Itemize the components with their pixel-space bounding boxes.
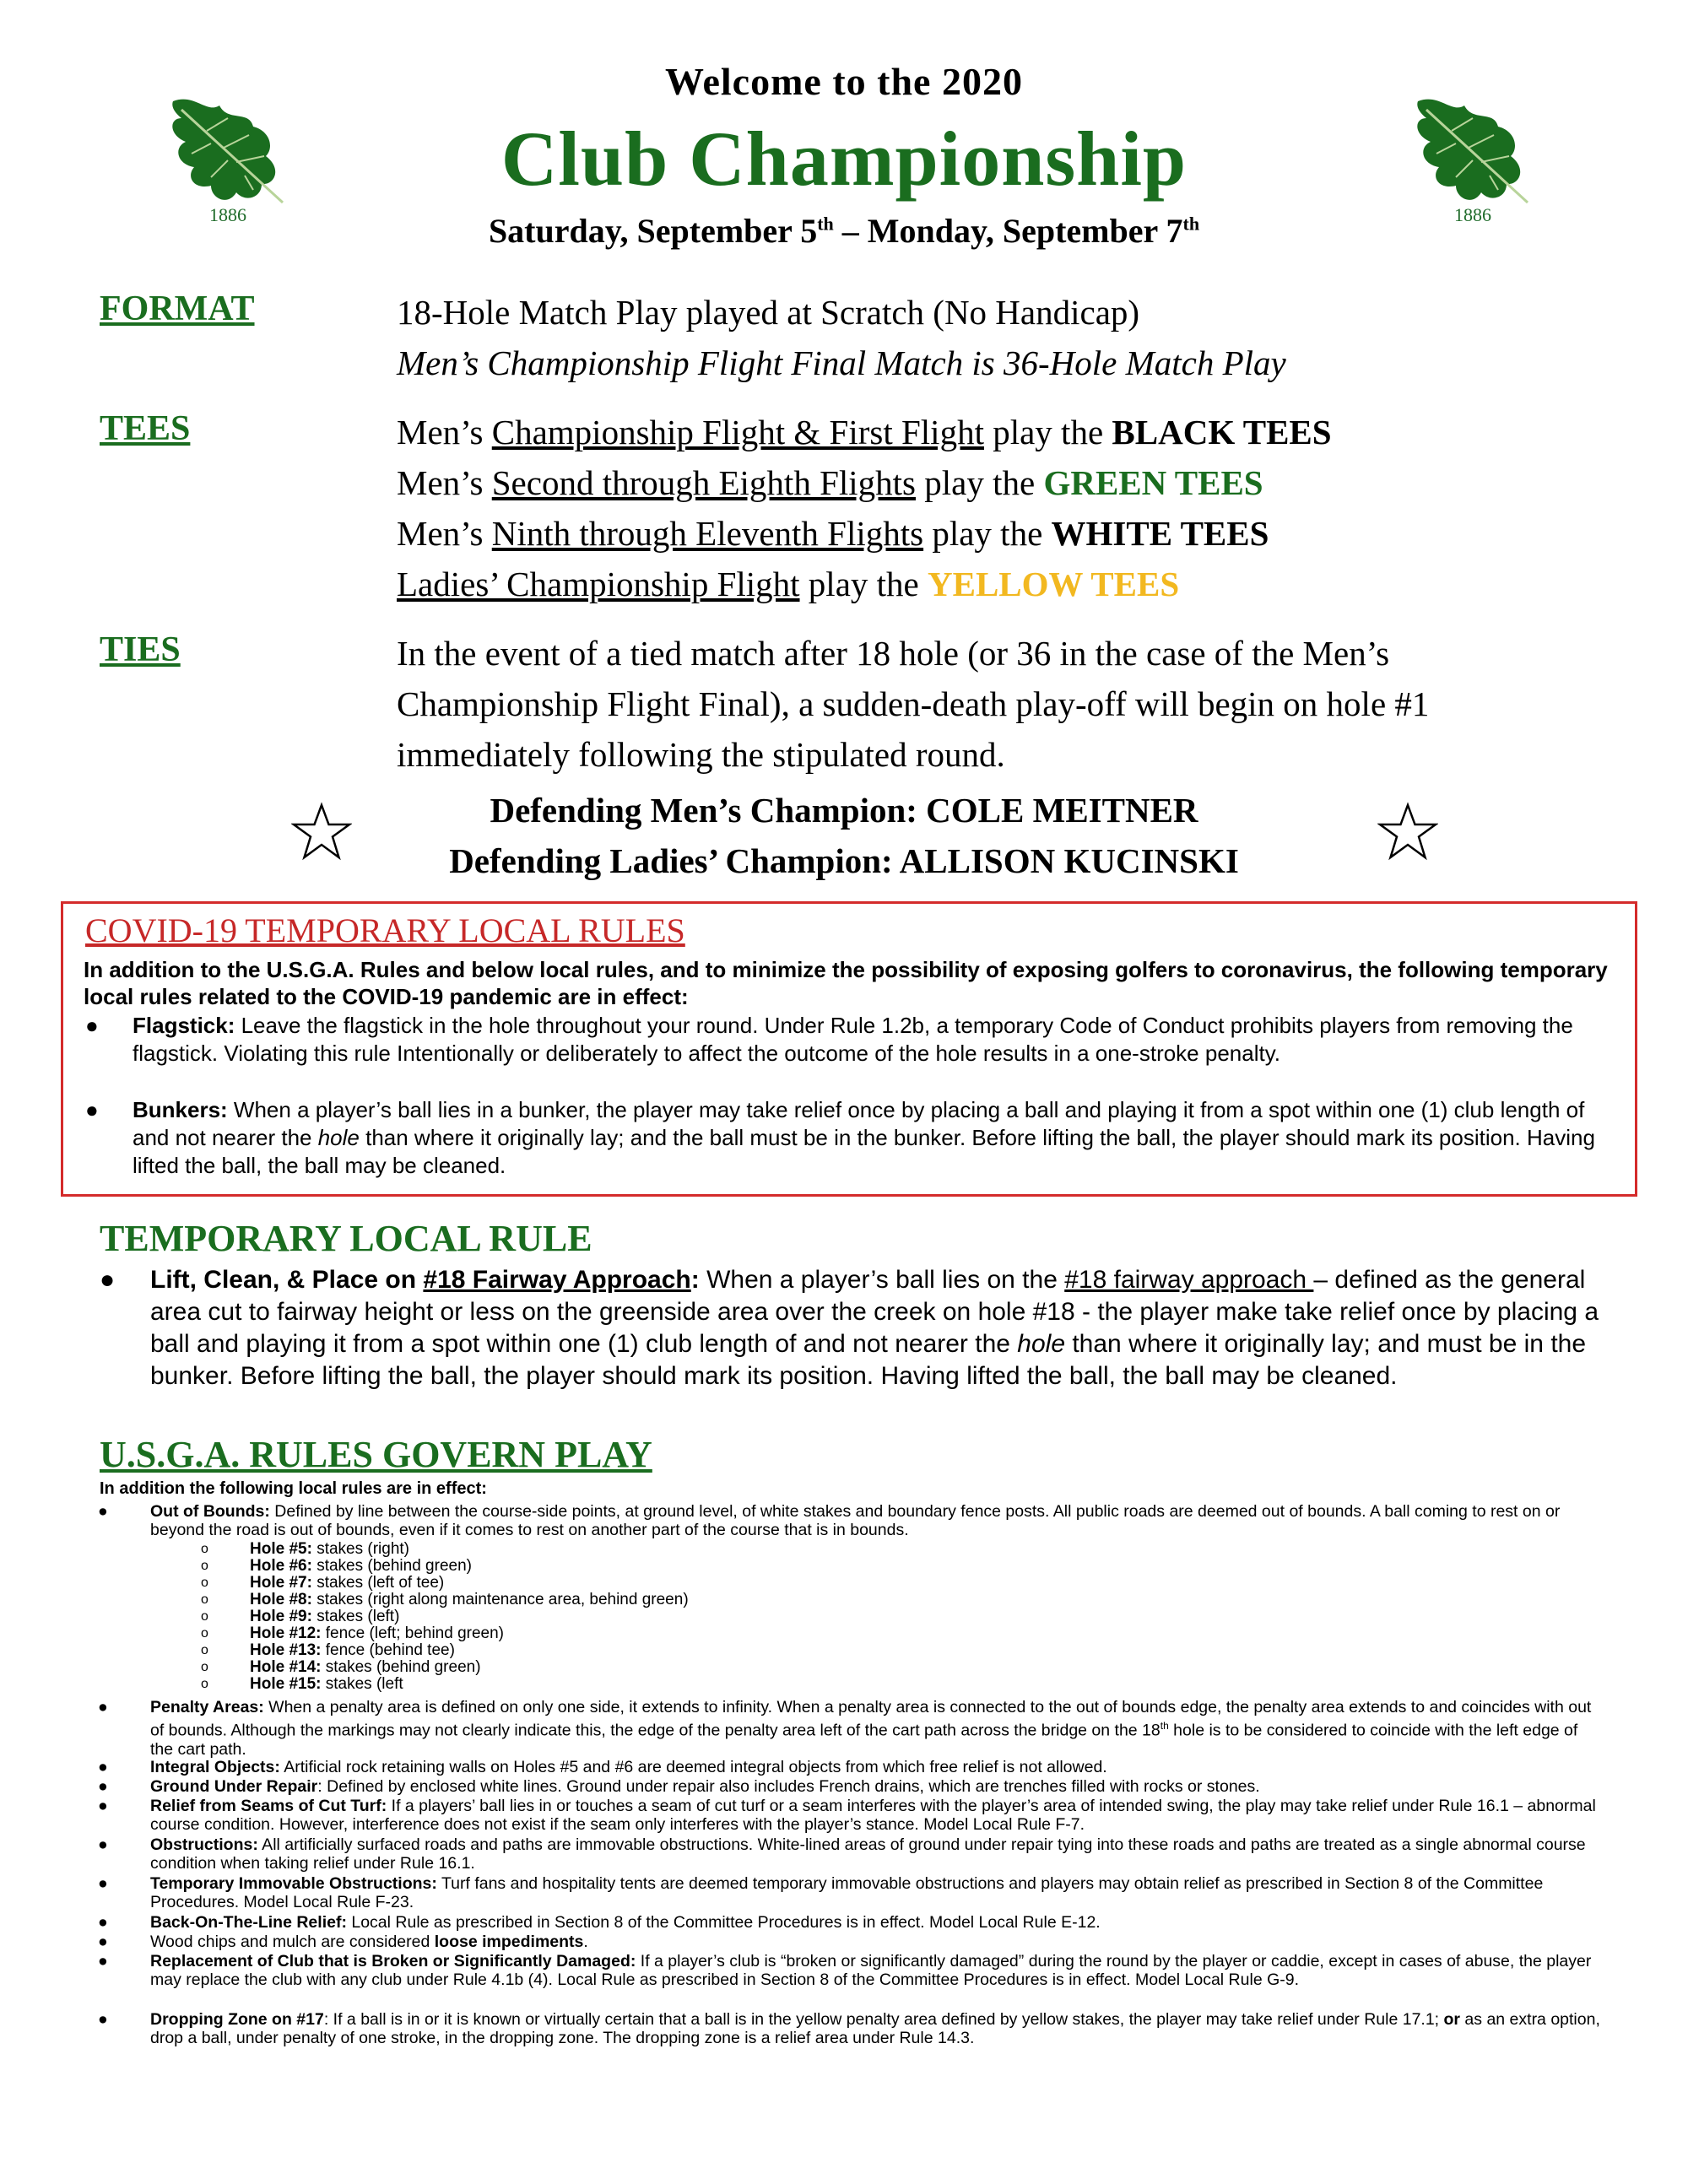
hole-label: Hole #14: xyxy=(250,1658,322,1676)
format-line-1: 18-Hole Match Play played at Scratch (No Handicap) xyxy=(397,293,1140,332)
hole-label: Hole #15: xyxy=(250,1675,322,1693)
rule-out-of-bounds xyxy=(98,1502,1602,1539)
hole-label: Hole #9: xyxy=(250,1608,312,1625)
rule-label: Lift, Clean, & Place on xyxy=(150,1266,424,1294)
rule-label: Obstructions: xyxy=(150,1835,258,1854)
circle-bullet-icon: o xyxy=(201,1609,208,1624)
rule-text: Wood chips and mulch are considered xyxy=(150,1933,435,1951)
tee-row xyxy=(397,457,1332,508)
welcome-heading: Welcome to the 2020 xyxy=(665,60,1023,103)
rule-text: as an extra option, drop a ball, under penalty of one stroke, in the dropping zone. The dropping zone is a relief area under Rule 14.3. xyxy=(150,2010,1600,2047)
hole-item xyxy=(201,1557,472,1575)
rule-text: When a penalty area is defined on only one side, it extends to infinity. When a penalty area is connected to the out of bounds edge, the penalty area extends to and coincides with out of bounds. Although the markings may not clearly indicate this, the edge of the penalty area left of the cart path across the bridge on the 18 xyxy=(150,1698,1592,1740)
bullet-icon: ● xyxy=(98,1758,108,1776)
defending-men-champion: Defending Men’s Champion: COLE MEITNER xyxy=(490,791,1198,830)
tee-row-prefix: Men’s xyxy=(397,514,492,553)
tee-row-flight: Ladies’ Championship Flight xyxy=(397,565,800,603)
rule-replacement-of-club xyxy=(98,1952,1602,1989)
circle-bullet-icon: o xyxy=(201,1643,208,1657)
tee-row xyxy=(397,559,1332,609)
rule-temporary-immovable-obstructions xyxy=(98,1874,1602,1911)
date-separator: – xyxy=(833,212,868,250)
format-label: FORMAT xyxy=(100,289,255,328)
hole-text: stakes (behind green) xyxy=(321,1658,481,1676)
rule-label-underlined: #18 Fairway Approach xyxy=(423,1266,691,1294)
hole-item xyxy=(201,1658,481,1676)
rule-ground-under-repair xyxy=(98,1777,1602,1796)
rule-text: than where it originally lay; and the ball must be in the bunker. Before lifting the ball, the player should mark its position. Having lifted the ball, the ball may be cleaned. xyxy=(133,1125,1595,1178)
hole-item xyxy=(201,1624,505,1642)
logo-year: 1886 xyxy=(1454,204,1491,225)
bullet-icon: ● xyxy=(98,1913,108,1932)
bullet-icon: ● xyxy=(98,2010,108,2029)
page-title: Club Championship xyxy=(500,116,1188,202)
rule-label: Penalty Areas: xyxy=(150,1698,264,1716)
hole-item xyxy=(201,1608,400,1625)
usga-heading: U.S.G.A. RULES GOVERN PLAY xyxy=(100,1434,652,1475)
tee-row-flight: Ninth through Eleventh Flights xyxy=(491,514,924,553)
hole-text: stakes (right along maintenance area, behind green) xyxy=(311,1591,689,1608)
hole-text: stakes (left of tee) xyxy=(311,1574,445,1592)
bullet-icon: ● xyxy=(98,1777,108,1796)
circle-bullet-icon: o xyxy=(201,1677,208,1691)
hole-label: Hole #7: xyxy=(250,1574,312,1592)
rule-text: . xyxy=(583,1933,588,1951)
rule-label: Bunkers: xyxy=(133,1097,228,1122)
bullet-icon: ● xyxy=(100,1266,116,1294)
rule-penalty-areas xyxy=(98,1698,1602,1759)
tee-row-prefix: Men’s xyxy=(397,413,492,451)
rule-dropping-zone xyxy=(98,2010,1602,2047)
rule-text: All artificially surfaced roads and paths are immovable obstructions. White-lined areas of ground under repair tying into these roads and paths are treated as a single abnormal course condition when taking relief under Rule 16.1. xyxy=(150,1835,1586,1873)
circle-bullet-icon: o xyxy=(201,1626,208,1641)
rule-text-sup: th xyxy=(1160,1720,1169,1732)
ties-line: immediately following the stipulated round. xyxy=(397,735,1005,774)
rule-text: – defined as the general area cut to fairway height or less on the greenside area over the creek on hole #18 - the player make take relief once by placing a ball and playing it from a spot within one (1) club length of and not nearer the xyxy=(150,1266,1599,1358)
tee-row xyxy=(397,508,1332,559)
rule-text: Turf fans and hospitality tents are deemed temporary immovable obstructions and players may obtain relief as prescribed in Section 8 of the Committee Procedures. Model Local Rule F-23. xyxy=(150,1874,1544,1911)
rule-text-bold: loose impediments xyxy=(434,1933,584,1951)
rule-text: : Defined by enclosed white lines. Ground under repair also includes French drains, which are trenches filled with rocks or stones. xyxy=(317,1777,1260,1796)
bullet-icon: ● xyxy=(98,1698,108,1716)
covid-intro: In addition to the U.S.G.A. Rules and below local rules, and to minimize the possibility of exposing golfers to coronavirus, the following temporary local rules related to the COVID-19 pandemic are in effect: xyxy=(84,957,1608,1009)
tee-row-prefix: Men’s xyxy=(397,463,492,502)
rule-label: Flagstick: xyxy=(133,1013,235,1038)
rule-text-hole: hole xyxy=(317,1125,360,1150)
format-line-2: Men’s Championship Flight Final Match is 36-Hole Match Play xyxy=(397,343,1286,382)
usga-intro: In addition the following local rules are in effect: xyxy=(100,1479,487,1498)
hole-text: stakes (left xyxy=(321,1675,403,1693)
covid-bunkers-rule xyxy=(85,1096,1618,1180)
tee-row-flight: Second through Eighth Flights xyxy=(491,463,916,502)
tee-green: GREEN TEES xyxy=(1043,463,1263,502)
covid-heading: COVID-19 TEMPORARY LOCAL RULES xyxy=(85,911,685,949)
tee-row-mid: play the xyxy=(983,413,1112,451)
rule-text: If a players’ ball lies in or touches a seam of cut turf or a seam interferes with the player’s area of intended swing, the play may take relief under Rule 16.1 – abnormal course condition. However, interference does not exist if the seam only interferes with the player’s stance. Model Local Rule F-7. xyxy=(150,1797,1596,1834)
bullet-icon: ● xyxy=(98,1874,108,1893)
rule-seams-cut-turf xyxy=(98,1797,1602,1834)
hole-label: Hole #6: xyxy=(250,1557,312,1575)
hole-item xyxy=(201,1574,445,1592)
tees-section xyxy=(397,407,1332,609)
rule-label: Temporary Immovable Obstructions: xyxy=(150,1874,437,1893)
start-date-suffix: th xyxy=(817,213,834,235)
rule-text: than where it originally lay; and must be in the bunker. Before lifting the ball, the player should mark its position. Having lifted the ball, the ball may be cleaned. xyxy=(150,1330,1587,1390)
bullet-icon: ● xyxy=(85,1013,99,1038)
rule-obstructions xyxy=(98,1835,1602,1873)
circle-bullet-icon: o xyxy=(201,1592,208,1607)
tee-row xyxy=(397,407,1332,457)
hole-label: Hole #5: xyxy=(250,1540,312,1558)
hole-text: stakes (left) xyxy=(311,1608,400,1625)
ties-line: In the event of a tied match after 18 hole (or 36 in the case of the Men’s xyxy=(397,634,1390,673)
bullet-icon: ● xyxy=(98,1952,108,1970)
rule-text: Artificial rock retaining walls on Holes #5 and #6 are deemed integral objects from which free relief is not allowed. xyxy=(279,1758,1107,1776)
rule-label: Out of Bounds: xyxy=(150,1502,270,1521)
rule-text: hole is to be considered to coincide with the left edge of the cart path. xyxy=(150,1721,1578,1759)
tee-row-mid: play the xyxy=(923,514,1052,553)
bullet-icon: ● xyxy=(98,1502,108,1521)
ties-section xyxy=(397,628,1429,780)
circle-bullet-icon: o xyxy=(201,1660,208,1674)
hole-text: fence (behind tee) xyxy=(321,1641,455,1659)
rule-text-bold: or xyxy=(1443,2010,1461,2029)
bullet-icon: ● xyxy=(85,1097,99,1122)
bullet-icon: ● xyxy=(98,1835,108,1854)
circle-bullet-icon: o xyxy=(201,1576,208,1590)
ties-line: Championship Flight Final), a sudden-death play-off will begin on hole #1 xyxy=(397,684,1430,723)
rule-back-on-the-line xyxy=(98,1913,1602,1932)
hole-label: Hole #12: xyxy=(250,1624,322,1642)
hole-item xyxy=(201,1591,689,1608)
rule-label: Ground Under Repair xyxy=(150,1777,318,1796)
hole-item xyxy=(201,1675,403,1693)
rule-integral-objects xyxy=(98,1758,1602,1776)
tees-label: TEES xyxy=(100,409,191,448)
rule-label: Relief from Seams of Cut Turf: xyxy=(150,1797,387,1815)
rule-text: Leave the flagstick in the hole throughout your round. Under Rule 1.2b, a temporary Code of Conduct prohibits players from removing the flagstick. Violating this rule Intentionally or deliberately to affect the outcome of the hole results in a one-stroke penalty. xyxy=(133,1013,1573,1066)
hole-item xyxy=(201,1540,410,1558)
rule-label-end: : xyxy=(690,1266,700,1294)
covid-rules-box xyxy=(61,901,1637,1197)
rule-label: Back-On-The-Line Relief: xyxy=(150,1913,347,1932)
hole-text: stakes (behind green) xyxy=(311,1557,472,1575)
event-dates xyxy=(0,211,1688,251)
end-date: Monday, September 7 xyxy=(867,212,1183,250)
circle-bullet-icon: o xyxy=(201,1559,208,1573)
rule-label: Integral Objects: xyxy=(150,1758,280,1776)
format-section xyxy=(397,287,1286,388)
hole-label: Hole #8: xyxy=(250,1591,312,1608)
end-date-suffix: th xyxy=(1182,213,1200,235)
defending-ladies-champion: Defending Ladies’ Champion: ALLISON KUCINSKI xyxy=(449,841,1239,880)
hole-item xyxy=(201,1641,455,1659)
hole-text: stakes (right) xyxy=(311,1540,410,1558)
tee-row-mid: play the xyxy=(799,565,928,603)
hole-label: Hole #13: xyxy=(250,1641,322,1659)
rule-text: When a player’s ball lies on the xyxy=(699,1266,1065,1294)
rule-label: Dropping Zone on #17 xyxy=(150,2010,324,2029)
rule-text: If a player’s club is “broken or significantly damaged” during the round by the player or caddie, except in cases of abuse, the player may replace the club with any club under Rule 4.1b (4). Local Rule as prescribed in Section 8 of the Committee Procedures is in effect. Model Local Rule G-9. xyxy=(150,1952,1592,1989)
hole-text: fence (left; behind green) xyxy=(321,1624,505,1642)
rule-text: When a player’s ball lies in a bunker, the player may take relief once by placing a ball and playing it from a spot within one (1) club length of and not nearer the xyxy=(133,1097,1585,1150)
rule-label: Replacement of Club that is Broken or Significantly Damaged: xyxy=(150,1952,636,1970)
circle-bullet-icon: o xyxy=(201,1542,208,1556)
rule-text-underlined: #18 fairway approach xyxy=(1064,1266,1314,1294)
ties-label: TIES xyxy=(100,630,181,669)
start-date: Saturday, September 5 xyxy=(488,212,818,250)
temporary-rule-heading: TEMPORARY LOCAL RULE xyxy=(100,1218,592,1259)
tee-yellow: YELLOW TEES xyxy=(927,565,1180,603)
tee-row-flight: Championship Flight & First Flight xyxy=(491,413,984,451)
tee-row-mid: play the xyxy=(916,463,1044,502)
rule-text: Defined by line between the course-side points, at ground level, of white stakes and boundary fence posts. All public roads are deemed out of bounds. A ball coming to rest on or beyond the road is out of bounds, even if it comes to rest on another part of the course that is in bounds. xyxy=(150,1502,1561,1539)
bullet-icon: ● xyxy=(98,1933,108,1951)
tee-white: WHITE TEES xyxy=(1051,514,1269,553)
rule-text: : If a ball is in or it is known or virtually certain that a ball is in the yellow penalty area defined by yellow stakes, the player may take relief under Rule 17.1; xyxy=(323,2010,1444,2029)
rule-loose-impediments xyxy=(98,1933,1602,1951)
rule-text: Local Rule as prescribed in Section 8 of the Committee Procedures is in effect. Model Local Rule E-12. xyxy=(346,1913,1101,1932)
bullet-icon: ● xyxy=(98,1797,108,1815)
logo-year: 1886 xyxy=(209,204,246,225)
tee-black: BLACK TEES xyxy=(1112,413,1332,451)
covid-flagstick-rule xyxy=(85,1012,1618,1068)
rule-text-hole: hole xyxy=(1017,1330,1066,1358)
temporary-rule-body xyxy=(100,1264,1602,1392)
